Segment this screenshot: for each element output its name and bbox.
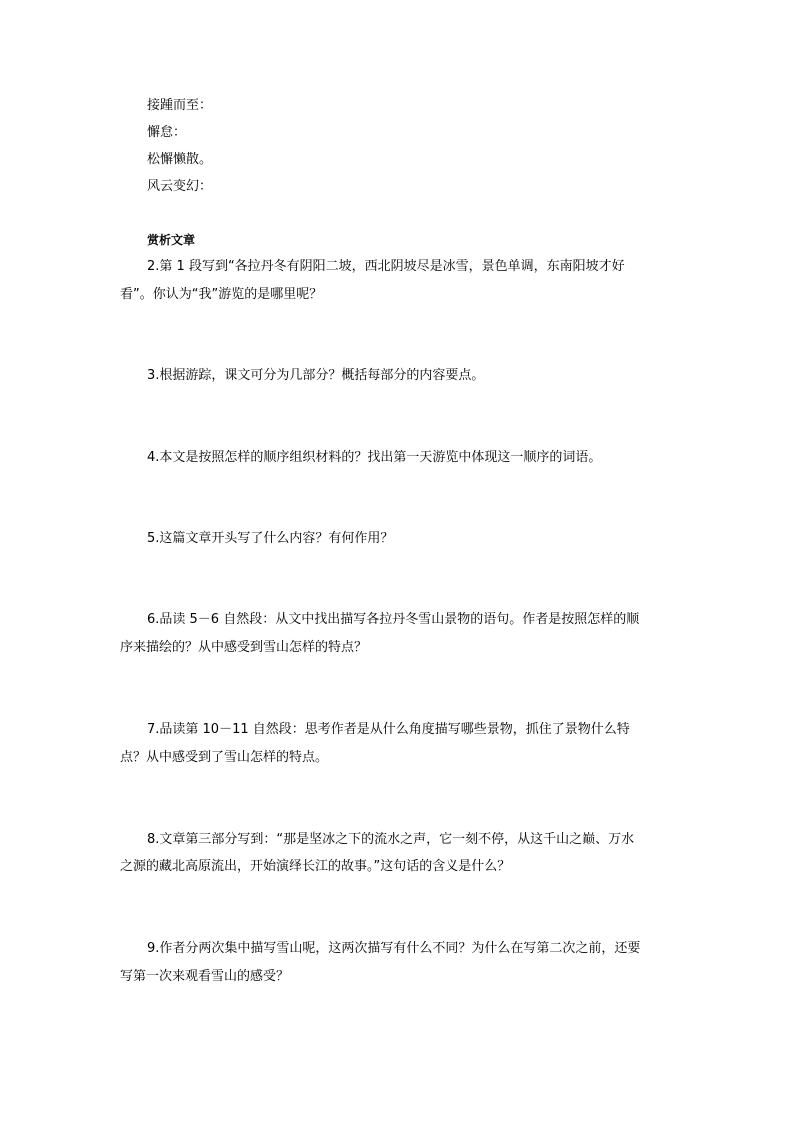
question-2-line-2: 看”。你认为“我”游览的是哪里呢？ (120, 287, 323, 302)
question-6-line-2: 序来描绘的？从中感受到雪山怎样的特点？ (120, 640, 368, 655)
question-3: 3.根据游踪，课文可分为几部分？概括每部分的内容要点。 (147, 368, 485, 383)
question-9-line-2: 写第一次来观看雪山的感受？ (120, 969, 290, 984)
question-5: 5.这篇文章开头写了什么内容？有何作用？ (147, 531, 394, 546)
question-6-line-1: 6.品读 5－6 自然段：从文中找出描写各拉丹冬雪山景物的语句。作者是按照怎样的顺 (147, 612, 640, 627)
question-8-line-2: 之源的藏北高原流出，开始演绎长江的故事。”这句话的含义是什么？ (120, 859, 511, 874)
section-heading: 赏析文章 (147, 233, 196, 247)
vocab-term-1: 接踵而至： (147, 98, 213, 113)
question-4: 4.本文是按照怎样的顺序组织材料的？找出第一天游览中体现这一顺序的词语。 (147, 450, 602, 465)
question-9-line-1: 9.作者分两次集中描写雪山呢，这两次描写有什么不同？为什么在写第二次之前，还要 (147, 941, 641, 956)
question-2-line-1: 2.第 1 段写到“各拉丹冬有阴阳二坡，西北阴坡尽是冰雪，景色单调，东南阳坡才好 (147, 259, 625, 274)
question-7-line-1: 7.品读第 10－11 自然段：思考作者是从什么角度描写哪些景物，抓住了景物什么特 (147, 722, 630, 737)
vocab-term-3: 松懈懒散。 (147, 152, 213, 167)
vocab-term-2: 懈怠： (147, 125, 187, 140)
vocab-term-4: 风云变幻： (147, 179, 213, 194)
question-7-line-2: 点？从中感受到了雪山怎样的特点。 (120, 750, 329, 765)
question-8-line-1: 8.文章第三部分写到：“那是坚冰之下的流水之声，它一刻不停，从这千山之巅、万水 (147, 832, 635, 847)
